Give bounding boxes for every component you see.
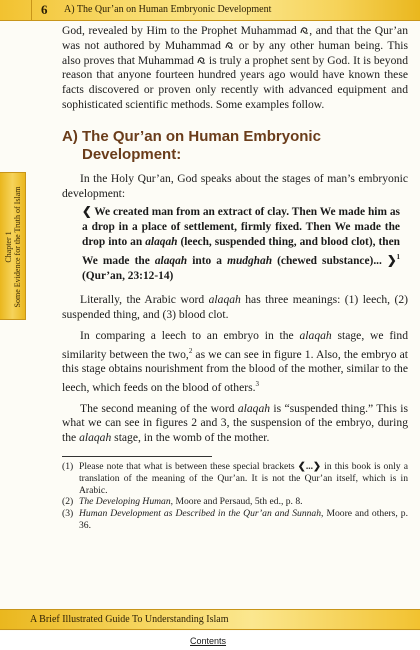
- paragraph-leech-comparison: [62, 329, 408, 396]
- para-2-text-b: has three meanings: (1) leech, (2) suspended thing, and (3) blood clot.: [62, 293, 408, 321]
- intro-paragraph: [62, 24, 408, 113]
- quote-text-4: (chewed substance)...: [272, 255, 387, 268]
- footnote-text: [79, 508, 408, 532]
- term-alaqah: alaqah: [208, 293, 241, 307]
- footnote-ref-1: 1: [396, 253, 400, 262]
- footnote-brackets: ❮...❯: [297, 461, 322, 473]
- section-heading-line-1: A) The Qur’an on Human Embryonic: [62, 127, 321, 145]
- section-heading-line-2: Development:: [82, 145, 182, 163]
- page-header: [0, 0, 420, 21]
- footnote-number: (2): [62, 496, 74, 508]
- footnote-ref-2: 2: [188, 346, 193, 355]
- intro-text-3: or by any other human being. This also proves that Muhammad: [62, 38, 408, 67]
- term-alaqah: alaqah: [79, 431, 112, 445]
- page-content: [62, 24, 408, 532]
- para-3-text-b: stage, we find similarity between the two,: [62, 328, 408, 361]
- footnote-3-title: Human Development as Described in the Qur’an and Sunnah: [79, 508, 322, 520]
- quote-text-1: We created man from an extract of clay. Then We made him as a drop in a place of settlement, firmly fixed. Then We made the drop into an: [82, 206, 400, 249]
- para-3-text-a: In comparing a leech to an embryo in the: [80, 328, 300, 342]
- quran-quote: [82, 205, 400, 284]
- quote-term-mudghah: mudghah: [227, 255, 273, 268]
- chapter-side-tab: [0, 172, 26, 320]
- para-4-text-a: The second meaning of the word: [80, 401, 238, 415]
- footnote-1: [62, 461, 408, 496]
- quote-reference: (Qur’an, 23:12-14): [82, 270, 174, 283]
- chapter-number: Chapter 1: [4, 231, 13, 263]
- para-4-text-b: is “suspended thing.” This is what we can see in figures 2 and 3, the suspension of the embryo, during the: [62, 401, 408, 445]
- footnote-1-text-a: Please note that what is between these special brackets: [79, 461, 298, 473]
- quote-close-bracket: ❯: [386, 255, 397, 268]
- footnote-3: [62, 508, 408, 532]
- paragraph-holy-quran: In the Holy Qur’an, God speaks about the stages of man’s embryonic development:: [62, 171, 408, 200]
- footnote-3-text: , Moore and others, p. 36.: [79, 508, 408, 532]
- header-divider: [31, 0, 32, 20]
- footnote-number: (1): [62, 461, 74, 473]
- salawat-mark-icon: [300, 26, 309, 35]
- quote-term-alaqah: alaqah: [145, 236, 178, 249]
- para-2-text-a: Literally, the Arabic word: [80, 293, 209, 307]
- paragraph-literally: [62, 293, 408, 323]
- intro-text-1: God, revealed by Him to the Prophet Muhammad: [62, 24, 301, 37]
- contents-link[interactable]: Contents: [190, 636, 227, 646]
- footnote-divider: [62, 456, 212, 457]
- term-alaqah: alaqah: [237, 401, 271, 415]
- page-number: 6: [41, 2, 48, 17]
- para-3-text-c: as we can see in figure 1. Also, the embryo at this stage obtains nourishment from the blood of the mother, similar to the leech, which feeds on the blood of others.: [62, 347, 408, 394]
- footnote-2: [62, 496, 408, 508]
- page-footer: [0, 609, 420, 630]
- quote-open-bracket: ❮: [82, 206, 92, 219]
- chapter-title: Some Evidence for the Truth of Islam: [13, 186, 22, 308]
- book-title: A Brief Illustrated Guide To Understanding Islam: [30, 614, 229, 625]
- salawat-mark-icon: [197, 56, 206, 65]
- term-alaqah: alaqah: [299, 328, 332, 342]
- footnote-ref-3: 3: [255, 380, 259, 389]
- paragraph-suspended-thing: [62, 402, 408, 446]
- quote-text-3: into a: [187, 255, 228, 268]
- quote-term-alaqah: alaqah: [154, 255, 188, 268]
- intro-text-4: is truly a prophet sent by God. It is beyond reason that anyone fourteen hundred years ago would have known these facts discovered or proven only recently with advanced equipment and sophisticated scientific methods. Some examples follow.: [62, 53, 408, 111]
- salawat-mark-icon: [225, 41, 234, 50]
- para-4-text-c: stage, in the womb of the mother.: [111, 431, 270, 445]
- footnote-1-text-b: in this book is only a translation of the meaning of the Qur’an. It is not the Qur’an itself, which is in Arabic.: [79, 461, 408, 496]
- footnote-text: [79, 496, 303, 508]
- chapter-tab-label: [4, 187, 22, 308]
- quote-text-2: (leech, suspended thing, and blood clot), then We made the: [82, 236, 400, 268]
- intro-text-2: , and that the Qur’an was not authored by Muhammad: [62, 24, 408, 52]
- footnote-number: (3): [62, 508, 74, 520]
- section-heading: [62, 128, 408, 164]
- footnote-text: [79, 461, 408, 496]
- footnote-2-text: , Moore and Persaud, 5th ed., p. 8.: [170, 496, 303, 508]
- footnote-2-title: The Developing Human: [79, 496, 171, 508]
- running-title: A) The Qur’an on Human Embryonic Development: [64, 4, 272, 15]
